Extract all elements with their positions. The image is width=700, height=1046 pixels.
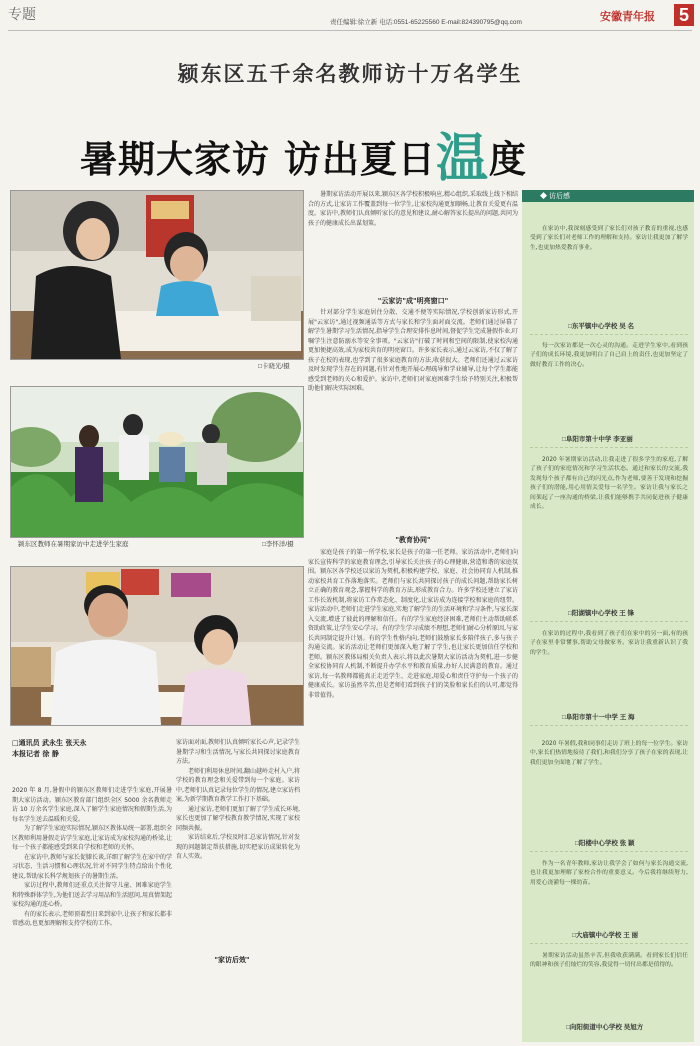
article-body-mid-2: 家庭是孩子的第一所学校,家长是孩子的第一任老师。家访活动中,老师们向家长宣传科学的家庭教育理念,引导家长关注孩子的心理健康,营造和谐的家庭氛围。颍东区各学校还以家访为契机,积极构建学校、家庭、社会协同育人机制,推动家校共育工作落地落实。老师们与家长共同探讨孩子的成长问题,帮助家长树立正确的教育观念,掌握科学的教育方法,形成教育合力。许多学校还建立了家访工作长效机制,将家访工作常态化、制度化,让家访成为连接学校和家庭的纽带。家访活动中,老师们走进学生家庭,实地了解学生的生活环境和学习条件,与家长深入交流,增进了彼此的理解和信任。有的学生家庭经济困难,老师们主动帮助联系资助政策,让学生安心学习。有的学生学习成绩不理想,老师们耐心分析原因,与家长共同制定提升计划。有的学生性格内向,老师们鼓励家长多陪伴孩子,多与孩子沟通交流。家访活动让老师们更加深入地了解了学生,也让家长更加信任学校和老师。颍东区教体局相关负责人表示,将以此次暑期大家访活动为契机,进一步健全家校协同育人机制,不断提升办学水平和教育质量,办好人民满意的教育。通过家访,每一名教师都能真正走近学生、走进家庭,用爱心和责任守护每一个孩子的健康成长。家访虽然辛苦,但是老师们看到孩子们的笑脸和家长们的认可,都觉得非常值得。 (308, 549, 518, 699)
sidebar-para-5: 2020 年暑假,我和同事们走访了班上的每一位学生。家访中,家长们热情地接待了我们,和我们分享了孩子在家的表现,让我们更加全面地了解了学生。 (530, 741, 688, 766)
section-label: 专题 (8, 7, 36, 23)
photo-teacher-with-girl-image (11, 567, 303, 725)
editor-contact: 责任编辑:徐立新 电话:0551-65225560 E-mail:824390795@qq.com (330, 19, 522, 26)
sidebar-para-7: 暑期家访活动虽然辛苦,但我收获满满。看到家长们信任的眼神和孩子们灿烂的笑容,我觉得一切付出都是值得的。 (530, 953, 688, 969)
photo-cornfield-visit-image (11, 387, 303, 537)
sidebar-title-text: 访后感 (548, 193, 570, 200)
article-body-col1-para: 2020 年 8 月,暑假中的颍东区教师们走进学生家庭,开展暑期大家访活动。颍东区教育部门组织全区 5000 余名教师走访 10 万余名学生家庭,深入了解学生家庭情况和假期生活,为每名学生送去温暖和关爱。 (12, 787, 172, 823)
section-head-1: "云家访"成"明亮窗口" (377, 297, 449, 305)
photo2-caption-text: 颍东区教师在暑期家访中走进学生家庭 (18, 541, 129, 548)
sidebar-signature-3: □阳湖镇中心学校 王 锋 (568, 610, 635, 617)
sidebar-para-6: 作为一名青年教师,家访让我学会了如何与家长沟通交流,也让我更加理解了家校合作的重要意义。今后我将继续努力,用爱心浇灌每一棵幼苗。 (530, 861, 688, 886)
photo-teacher-with-boy (10, 190, 304, 360)
headline-warm-character: 温 (435, 128, 489, 189)
headline-part1: 暑期大家访 访出夏日 (80, 137, 436, 181)
header-divider (8, 30, 692, 31)
article-body-col2: 家访面对面,教师们认真倾听家长心声,记录学生暑期学习和生活情况,与家长共同探讨家庭教育方法。 老师们利用休息时间,翻山越岭走村入户,将学校的教育理念和关爱带到每一个家庭。家访中,老师们认真记录每位学生的情况,建立家访档案,为新学期教育教学工作打下基础。 通过家访,老师们更加了解了学生成长环境,家长也更加了解学校教育教学情况,实现了家校同频共振。 家访结束后,学校及时汇总家访情况,针对发现的问题制定帮扶措施,切实把家访成果转化为育人实效。 (176, 739, 300, 860)
article-body-mid-1: 针对部分学生家庭居住分散、交通不便等实际情况,学校创新家访形式,开展"云家访",通过视频通话等方式与家长和学生面对面交流。老师们通过屏幕了解学生暑期学习生活情况,指导学生合理安排作息时间,督促学生完成暑假作业,叮嘱学生注意防溺水等安全事项。"云家访"打破了时间和空间的限制,使家校沟通更加便捷高效,成为家校共育的明亮窗口。许多家长表示,通过云家访,不仅了解了孩子在校的表现,也学到了很多家庭教育的方法,收获很大。老师们还通过云家访及时发现学生存在的问题,有针对性地开展心理疏导和学业辅导,让每个学生都能感受到老师的关心和爱护。家访中,老师们对家庭困难学生给予特别关注,积极帮助他们解决实际困难。 (308, 309, 518, 392)
page-number: 5 (674, 4, 694, 26)
section-head-2: "教育协同" (395, 536, 431, 544)
sidebar-divider (530, 725, 688, 726)
sidebar-divider (530, 851, 688, 852)
photo-teacher-with-girl (10, 566, 304, 726)
sidebar-signature-4: □阜阳市第十一中学 王 海 (562, 714, 635, 721)
headline-part2: 度 (488, 137, 527, 181)
newspaper-logo: 安徽青年报 (600, 10, 655, 23)
photo-cornfield-visit (10, 386, 304, 538)
article-body-col2-para: 家访面对面,教师们认真倾听家长心声,记录学生暑期学习和生活情况,与家长共同探讨家庭教育方法。 (176, 739, 300, 765)
article-byline: □通讯员 武永生 张天永 本报记者 徐 静 (12, 739, 87, 758)
article-body-col1: 2020 年 8 月,暑假中的颍东区教师们走进学生家庭,开展暑期大家访活动。颍东区教育部门组织全区 5000 余名教师走访 10 万余名学生家庭,深入了解学生家庭情况和假期生活,为每名学生送去温暖和关爱。 为了解学生家庭实际情况,颍东区教体局统一部署,组织全区教师利用暑假走访学生家庭,让家访成为家校沟通的桥梁,让每一个孩子都能感受到来自学校和老师的关怀。 在家访中,教师与家长促膝长谈,详细了解学生在家中的学习状态、生活习惯和心理状况,针对不同学生特点给出个性化建议,帮助家长科学规划孩子的暑期生活。 家访过程中,教师们还重点关注留守儿童、困难家庭学生和特殊群体学生,为他们送去学习用品和生活慰问,用真情架起家校沟通的连心桥。 有的家长表示,老师顶着烈日来到家中,让孩子和家长都非常感动,也更加理解和支持学校的工作。 (12, 787, 172, 927)
sidebar-para-3: 2020 年暑期家访活动,让我走进了很多学生的家庭,了解了孩子们的家庭情况和学习生活状态。通过和家长的交流,我发现每个孩子都有自己的闪光点,作为老师,要善于发现和挖掘孩子们的潜能,用心用情关爱每一名学生。家访让我与家长之间架起了一座沟通的桥梁,让我们能够携手共同促进孩子健康成长。 (530, 457, 688, 511)
photo2-caption: □李怀洋/摄 (262, 541, 294, 548)
sidebar-para-2: 每一次家访都是一次心灵的沟通。走进学生家中,看到孩子们的成长环境,我更加明白了自己肩上的责任,也更加坚定了做好教育工作的决心。 (530, 343, 688, 368)
body-text-block (114, 740, 176, 780)
sidebar-title: ◆ 访后感 (540, 193, 570, 200)
sidebar-para-4: 在家访的过程中,我看到了孩子们在家中的另一面,有的孩子在家里非常懂事,帮助父母做家务。家访让我重新认识了我的学生。 (530, 631, 688, 656)
article-headline (80, 112, 527, 187)
article-body-mid-top: 暑期家访活动开展以来,颍东区各学校积极响应,精心组织,采取线上线下相结合的方式,让家访工作覆盖到每一位学生,让家校沟通更加顺畅,让教育关爱更有温度。家访中,教师们认真倾听家长的意见和建议,耐心解答家长提出的问题,共同为孩子的健康成长出谋划策。 (308, 191, 518, 227)
sidebar-signature-1: □东平镇中心学校 吴 名 (568, 323, 635, 330)
section-head-3: "家访后效" (214, 956, 250, 964)
sidebar-signature-6: □大庙镇中心学校 王 丽 (572, 932, 639, 939)
photo-teacher-with-boy-image (11, 191, 303, 359)
sidebar-para-1: 在家访中,我深刻感受到了家长们对孩子教育的重视,也感受到了家长们对老师工作的理解和支持。家访让我更加了解学生,也更加热爱教育事业。 (530, 226, 688, 251)
sidebar-signature-7: □向阳街道中心学校 吴旭方 (566, 1024, 644, 1031)
article-subtitle: 颍东区五千余名教师访十万名学生 (177, 61, 523, 86)
sidebar-signature-2: □阜阳市第十中学 李亚丽 (562, 436, 633, 443)
sidebar-signature-5: □阳楼中心学校 张 颖 (575, 840, 635, 847)
sidebar-divider (530, 334, 688, 335)
photo1-caption: □卡晓光/摄 (258, 363, 290, 370)
sidebar-divider (530, 621, 688, 622)
sidebar-divider (530, 943, 688, 944)
sidebar-divider (530, 447, 688, 448)
